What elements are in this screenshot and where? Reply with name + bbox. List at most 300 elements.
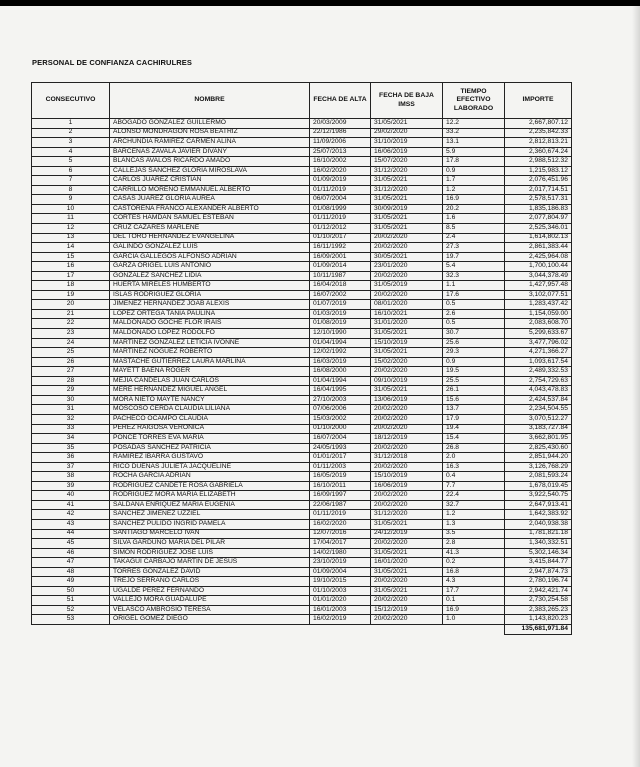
cell-nombre: MAYETT BAENA ROGER [110,367,310,377]
table-row [32,491,572,501]
cell-nombre: UGALDE PEREZ FERNANDO [110,586,310,596]
cell-importe: 2,578,517.31 [505,195,572,205]
cell-fecha-baja: 31/05/2021 [371,348,443,358]
cell-tiempo: 33.2 [443,128,505,138]
cell-importe: 5,299,633.67 [505,329,572,339]
cell-consecutivo: 41 [32,500,110,510]
cell-importe: 3,183,727.84 [505,424,572,434]
cell-consecutivo: 9 [32,195,110,205]
cell-importe: 2,076,451.96 [505,176,572,186]
cell-tiempo: 2.6 [443,309,505,319]
cell-tiempo: 5.9 [443,147,505,157]
cell-fecha-alta: 10/11/1987 [310,271,371,281]
cell-tiempo: 15.6 [443,395,505,405]
cell-importe: 2,947,874.73 [505,567,572,577]
cell-tiempo: 16.9 [443,605,505,615]
cell-importe: 2,489,332.53 [505,367,572,377]
cell-consecutivo: 50 [32,586,110,596]
cell-fecha-alta: 01/11/2019 [310,510,371,520]
cell-tiempo: 32.7 [443,500,505,510]
cell-fecha-alta: 27/10/2003 [310,395,371,405]
cell-tiempo: 19.7 [443,252,505,262]
table-row [32,300,572,310]
cell-consecutivo: 37 [32,462,110,472]
cell-fecha-baja: 31/12/2020 [371,510,443,520]
table-row [32,462,572,472]
cell-tiempo: 1.2 [443,510,505,520]
cell-nombre: MORA NIETO MAYTE NANCY [110,395,310,405]
cell-fecha-alta: 01/04/1994 [310,338,371,348]
table-row [32,395,572,405]
table-row [32,605,572,615]
cell-nombre: ABOGADO GONZALEZ GUILLERMO [110,119,310,129]
cell-nombre: ROCHA GARCIA ADRIAN [110,472,310,482]
cell-tiempo: 1.1 [443,281,505,291]
cell-tiempo: 32.3 [443,271,505,281]
cell-consecutivo: 53 [32,615,110,625]
table-row [32,204,572,214]
cell-tiempo: 0.5 [443,319,505,329]
cell-tiempo: 1.6 [443,214,505,224]
cell-importe: 2,424,537.84 [505,395,572,405]
cell-fecha-alta: 14/02/1980 [310,548,371,558]
table-row [32,147,572,157]
table-body [32,119,572,635]
document-title: PERSONAL DE CONFIANZA CACHIRULRES [32,58,192,67]
total-importe: 135,681,971.84 [505,624,572,634]
cell-fecha-baja: 31/10/2019 [371,138,443,148]
cell-consecutivo: 27 [32,367,110,377]
cell-fecha-alta: 16/05/2019 [310,472,371,482]
table-row [32,214,572,224]
cell-importe: 4,043,478.83 [505,386,572,396]
cell-fecha-baja: 13/06/2019 [371,395,443,405]
cell-importe: 3,070,512.27 [505,414,572,424]
cell-importe: 2,525,346.01 [505,224,572,234]
total-spacer [110,624,310,634]
cell-importe: 4,271,366.27 [505,348,572,358]
cell-consecutivo: 45 [32,539,110,549]
cell-importe: 2,081,593.24 [505,472,572,482]
cell-fecha-alta: 16/07/2004 [310,434,371,444]
table-row [32,481,572,491]
cell-consecutivo: 48 [32,567,110,577]
table-row [32,472,572,482]
cell-fecha-baja: 20/02/2020 [371,491,443,501]
cell-importe: 3,102,077.51 [505,290,572,300]
table-row [32,443,572,453]
cell-nombre: ARCHUNDIA RAMIREZ CARMEN ALINA [110,138,310,148]
cell-nombre: RAMIREZ IBARRA GUSTAVO [110,453,310,463]
cell-fecha-baja: 16/10/2021 [371,309,443,319]
cell-importe: 1,835,186.83 [505,204,572,214]
cell-tiempo: 26.8 [443,443,505,453]
cell-fecha-alta: 16/10/2002 [310,157,371,167]
cell-fecha-alta: 01/09/2014 [310,262,371,272]
cell-fecha-alta: 01/09/2004 [310,567,371,577]
cell-consecutivo: 17 [32,271,110,281]
cell-importe: 1,340,332.51 [505,539,572,549]
cell-nombre: ALONSO MONDRAGON ROSA BEATRIZ [110,128,310,138]
cell-consecutivo: 15 [32,252,110,262]
cell-nombre: BLANCAS AVALOS RICARDO AMADO [110,157,310,167]
cell-fecha-alta: 07/06/2006 [310,405,371,415]
table-row [32,262,572,272]
cell-fecha-alta: 01/12/2012 [310,224,371,234]
cell-importe: 1,215,983.12 [505,166,572,176]
cell-nombre: MARTINEZ NOGUEZ ROBERTO [110,348,310,358]
cell-nombre: POSADAS SANCHEZ PATRICIA [110,443,310,453]
header-fecha-alta: FECHA DE ALTA [310,83,371,119]
cell-fecha-baja: 15/12/2019 [371,605,443,615]
cell-fecha-alta: 25/07/2013 [310,147,371,157]
cell-nombre: PACHECO OCAMPO CLAUDIA [110,414,310,424]
cell-consecutivo: 11 [32,214,110,224]
cell-consecutivo: 21 [32,309,110,319]
cell-tiempo: 0.9 [443,357,505,367]
cell-consecutivo: 20 [32,300,110,310]
cell-consecutivo: 52 [32,605,110,615]
cell-fecha-baja: 31/12/2018 [371,453,443,463]
cell-fecha-alta: 16/09/1997 [310,491,371,501]
cell-fecha-baja: 20/02/2020 [371,243,443,253]
page-shadow [632,0,640,767]
cell-tiempo: 17.8 [443,157,505,167]
cell-fecha-baja: 31/05/2021 [371,176,443,186]
cell-tiempo: 16.3 [443,462,505,472]
cell-nombre: CALLEJAS SANCHEZ GLORIA MIROSLAVA [110,166,310,176]
cell-tiempo: 0.2 [443,558,505,568]
cell-nombre: PEREZ RAIGOSA VERONICA [110,424,310,434]
table-row [32,414,572,424]
cell-importe: 1,700,100.44 [505,262,572,272]
cell-consecutivo: 43 [32,519,110,529]
cell-consecutivo: 34 [32,434,110,444]
cell-importe: 1,143,820.23 [505,615,572,625]
cell-tiempo: 0.9 [443,166,505,176]
cell-nombre: GONZALEZ SANCHEZ LIDIA [110,271,310,281]
cell-importe: 2,647,913.41 [505,500,572,510]
table-row [32,529,572,539]
cell-fecha-baja: 08/01/2020 [371,300,443,310]
cell-fecha-alta: 06/07/2004 [310,195,371,205]
cell-fecha-baja: 31/05/2021 [371,519,443,529]
cell-tiempo: 22.4 [443,491,505,501]
cell-tiempo: 1.3 [443,519,505,529]
cell-consecutivo: 1 [32,119,110,129]
cell-fecha-alta: 16/09/2001 [310,252,371,262]
cell-importe: 3,477,796.02 [505,338,572,348]
cell-fecha-baja: 20/02/2020 [371,500,443,510]
cell-fecha-alta: 16/11/1992 [310,243,371,253]
cell-consecutivo: 8 [32,185,110,195]
cell-importe: 3,126,768.29 [505,462,572,472]
cell-importe: 2,040,938.38 [505,519,572,529]
cell-importe: 2,667,807.12 [505,119,572,129]
cell-nombre: CASTORENA FRANCO ALEXANDER ALBERTO [110,204,310,214]
cell-consecutivo: 35 [32,443,110,453]
cell-tiempo: 17.6 [443,290,505,300]
cell-nombre: SALDAÑA ENRIQUEZ MARIA EUGENIA [110,500,310,510]
cell-tiempo: 17.7 [443,586,505,596]
cell-tiempo: 5.4 [443,262,505,272]
cell-nombre: RODRIGUEZ CANDETE ROSA GABRIELA [110,481,310,491]
cell-tiempo: 26.1 [443,386,505,396]
cell-tiempo: 29.3 [443,348,505,358]
cell-consecutivo: 14 [32,243,110,253]
cell-fecha-baja: 20/02/2020 [371,443,443,453]
cell-fecha-baja: 20/02/2020 [371,424,443,434]
cell-fecha-alta: 01/08/1999 [310,204,371,214]
cell-fecha-alta: 01/09/2019 [310,176,371,186]
top-edge [0,0,640,6]
cell-fecha-alta: 01/11/2003 [310,462,371,472]
cell-nombre: MEJIA CANDELAS JUAN CARLOS [110,376,310,386]
cell-nombre: CARRILLO MORENO EMMANUEL ALBERTO [110,185,310,195]
cell-nombre: CORTES HAMDAN SAMUEL ESTEBAN [110,214,310,224]
cell-tiempo: 1.7 [443,176,505,186]
cell-fecha-alta: 01/01/2017 [310,453,371,463]
cell-consecutivo: 29 [32,386,110,396]
table-row [32,338,572,348]
table-row [32,376,572,386]
cell-importe: 2,851,944.20 [505,453,572,463]
cell-consecutivo: 31 [32,405,110,415]
cell-importe: 1,678,019.45 [505,481,572,491]
cell-importe: 3,662,801.95 [505,434,572,444]
cell-nombre: SIMON RODRIGUEZ JOSE LUIS [110,548,310,558]
table-row [32,243,572,253]
cell-fecha-baja: 24/12/2019 [371,529,443,539]
cell-importe: 1,093,617.54 [505,357,572,367]
cell-nombre: VELASCO AMBROSIO TERESA [110,605,310,615]
table-row [32,195,572,205]
cell-importe: 5,302,146.34 [505,548,572,558]
cell-nombre: GARZA ORIGEL LUIS ANTONIO [110,262,310,272]
cell-consecutivo: 47 [32,558,110,568]
table-row [32,224,572,234]
header-fecha-baja: FECHA DE BAJA IMSS [371,83,443,119]
table-row [32,367,572,377]
cell-fecha-baja: 31/05/2021 [371,119,443,129]
cell-consecutivo: 49 [32,577,110,587]
cell-consecutivo: 4 [32,147,110,157]
cell-consecutivo: 16 [32,262,110,272]
header-consecutivo: CONSECUTIVO [32,83,110,119]
cell-nombre: ISLAS RODRIGUEZ GLORIA [110,290,310,300]
cell-nombre: RODRIGUEZ MORA MARIA ELIZABETH [110,491,310,501]
table-row [32,233,572,243]
cell-tiempo: 19.5 [443,367,505,377]
cell-fecha-alta: 01/08/2019 [310,319,371,329]
cell-consecutivo: 46 [32,548,110,558]
table-row [32,271,572,281]
cell-fecha-alta: 01/10/2000 [310,424,371,434]
cell-fecha-alta: 20/03/2009 [310,119,371,129]
cell-fecha-alta: 16/08/2000 [310,367,371,377]
cell-nombre: GALINDO GONZALEZ LUIS [110,243,310,253]
cell-tiempo: 16.9 [443,195,505,205]
table-row [32,539,572,549]
cell-nombre: RICO DUENAS JULIETA JACQUELINE [110,462,310,472]
cell-consecutivo: 51 [32,596,110,606]
table-row [32,424,572,434]
cell-nombre: CASAS JUAREZ GLORIA AUREA [110,195,310,205]
cell-fecha-alta: 22/12/1986 [310,128,371,138]
cell-consecutivo: 33 [32,424,110,434]
header-tiempo-laborado: TIEMPO EFECTIVO LABORADO [443,83,505,119]
cell-consecutivo: 10 [32,204,110,214]
cell-nombre: TREJO SERRANO CARLOS [110,577,310,587]
cell-fecha-alta: 01/10/2003 [310,586,371,596]
cell-fecha-alta: 24/05/1993 [310,443,371,453]
header-nombre: NOMBRE [110,83,310,119]
cell-consecutivo: 24 [32,338,110,348]
cell-tiempo: 1.0 [443,615,505,625]
table-row [32,166,572,176]
cell-fecha-baja: 20/02/2020 [371,405,443,415]
cell-importe: 2,234,504.55 [505,405,572,415]
cell-tiempo: 0.4 [443,472,505,482]
cell-fecha-alta: 16/10/2011 [310,481,371,491]
cell-fecha-baja: 15/10/2019 [371,338,443,348]
cell-fecha-alta: 01/11/2019 [310,214,371,224]
total-row [32,624,572,634]
cell-fecha-baja: 31/05/2019 [371,281,443,291]
cell-fecha-baja: 16/06/2019 [371,481,443,491]
cell-nombre: SANCHEZ PULIDO INGRID PAMELA [110,519,310,529]
table-row [32,119,572,129]
cell-importe: 2,988,512.32 [505,157,572,167]
cell-importe: 3,044,378.49 [505,271,572,281]
cell-fecha-alta: 15/03/2002 [310,414,371,424]
cell-consecutivo: 28 [32,376,110,386]
cell-nombre: MALDONADO GOCHE FLOR IRAIS [110,319,310,329]
cell-importe: 3,922,540.75 [505,491,572,501]
cell-fecha-baja: 20/02/2020 [371,596,443,606]
total-spacer [32,624,110,634]
cell-fecha-alta: 17/04/2017 [310,539,371,549]
cell-fecha-baja: 31/05/2021 [371,224,443,234]
cell-fecha-alta: 01/07/2019 [310,300,371,310]
table-row [32,319,572,329]
personnel-table [31,82,572,635]
cell-tiempo: 0.5 [443,300,505,310]
table-row [32,157,572,167]
cell-importe: 1,154,059.00 [505,309,572,319]
cell-fecha-baja: 31/05/2021 [371,329,443,339]
table-row [32,586,572,596]
cell-nombre: HUERTA MIRELES HUMBERTO [110,281,310,291]
cell-nombre: JIMENEZ HERNANDEZ JOAB ALEXIS [110,300,310,310]
table-row [32,290,572,300]
cell-fecha-alta: 16/07/2002 [310,290,371,300]
cell-importe: 2,942,421.74 [505,586,572,596]
cell-consecutivo: 13 [32,233,110,243]
cell-consecutivo: 22 [32,319,110,329]
cell-fecha-alta: 12/02/1992 [310,348,371,358]
cell-fecha-alta: 16/02/2020 [310,166,371,176]
cell-importe: 2,017,714.51 [505,185,572,195]
cell-fecha-baja: 31/05/2021 [371,214,443,224]
cell-tiempo: 13.7 [443,405,505,415]
cell-fecha-alta: 16/02/2020 [310,519,371,529]
cell-tiempo: 2.4 [443,233,505,243]
cell-fecha-alta: 16/03/2019 [310,357,371,367]
total-spacer [371,624,443,634]
header-importe: IMPORTE [505,83,572,119]
table-header-row [32,83,572,119]
cell-fecha-alta: 12/07/2016 [310,529,371,539]
cell-tiempo: 2.0 [443,453,505,463]
cell-fecha-baja: 31/05/2021 [371,386,443,396]
cell-fecha-alta: 16/04/2018 [310,281,371,291]
table-row [32,405,572,415]
cell-nombre: TAKAGUI CARBAJO MARTIN DE JESUS [110,558,310,568]
table-row [32,596,572,606]
cell-fecha-baja: 31/12/2020 [371,185,443,195]
table-row [32,434,572,444]
cell-nombre: ORIGEL GÓMEZ DIEGO [110,615,310,625]
cell-nombre: SANCHEZ JIMENEZ UZZIEL [110,510,310,520]
cell-consecutivo: 32 [32,414,110,424]
table-row [32,128,572,138]
cell-importe: 1,427,957.48 [505,281,572,291]
cell-tiempo: 7.7 [443,481,505,491]
cell-importe: 2,425,964.08 [505,252,572,262]
cell-fecha-alta: 01/01/2020 [310,596,371,606]
cell-consecutivo: 2 [32,128,110,138]
cell-consecutivo: 19 [32,290,110,300]
cell-consecutivo: 3 [32,138,110,148]
cell-nombre: MARTINEZ GONZALEZ LETICIA IVONNE [110,338,310,348]
cell-tiempo: 41.3 [443,548,505,558]
cell-importe: 2,077,804.97 [505,214,572,224]
table-row [32,453,572,463]
cell-importe: 1,642,383.92 [505,510,572,520]
cell-fecha-baja: 30/05/2021 [371,252,443,262]
cell-importe: 2,730,254.58 [505,596,572,606]
cell-fecha-alta: 11/09/2006 [310,138,371,148]
cell-fecha-alta: 23/10/2019 [310,558,371,568]
table-row [32,138,572,148]
cell-importe: 2,383,265.23 [505,605,572,615]
cell-consecutivo: 39 [32,481,110,491]
cell-tiempo: 0.1 [443,596,505,606]
cell-fecha-alta: 01/10/2017 [310,233,371,243]
cell-consecutivo: 30 [32,395,110,405]
cell-fecha-baja: 31/05/2021 [371,195,443,205]
cell-nombre: MASTACHE GUTIERREZ LAURA MARLINA [110,357,310,367]
cell-fecha-baja: 15/02/2020 [371,357,443,367]
cell-nombre: VALLEJO MORA GUADALUPE [110,596,310,606]
cell-consecutivo: 5 [32,157,110,167]
cell-importe: 2,754,729.63 [505,376,572,386]
cell-fecha-baja: 20/02/2020 [371,367,443,377]
table-row [32,567,572,577]
cell-tiempo: 1.2 [443,185,505,195]
cell-fecha-alta: 16/02/2019 [310,615,371,625]
cell-consecutivo: 25 [32,348,110,358]
cell-importe: 1,283,437.42 [505,300,572,310]
cell-fecha-baja: 31/12/2020 [371,166,443,176]
cell-fecha-baja: 31/01/2020 [371,319,443,329]
table-row [32,252,572,262]
cell-importe: 2,825,430.60 [505,443,572,453]
cell-fecha-baja: 31/05/2021 [371,548,443,558]
cell-tiempo: 25.6 [443,338,505,348]
cell-fecha-alta: 22/06/1987 [310,500,371,510]
